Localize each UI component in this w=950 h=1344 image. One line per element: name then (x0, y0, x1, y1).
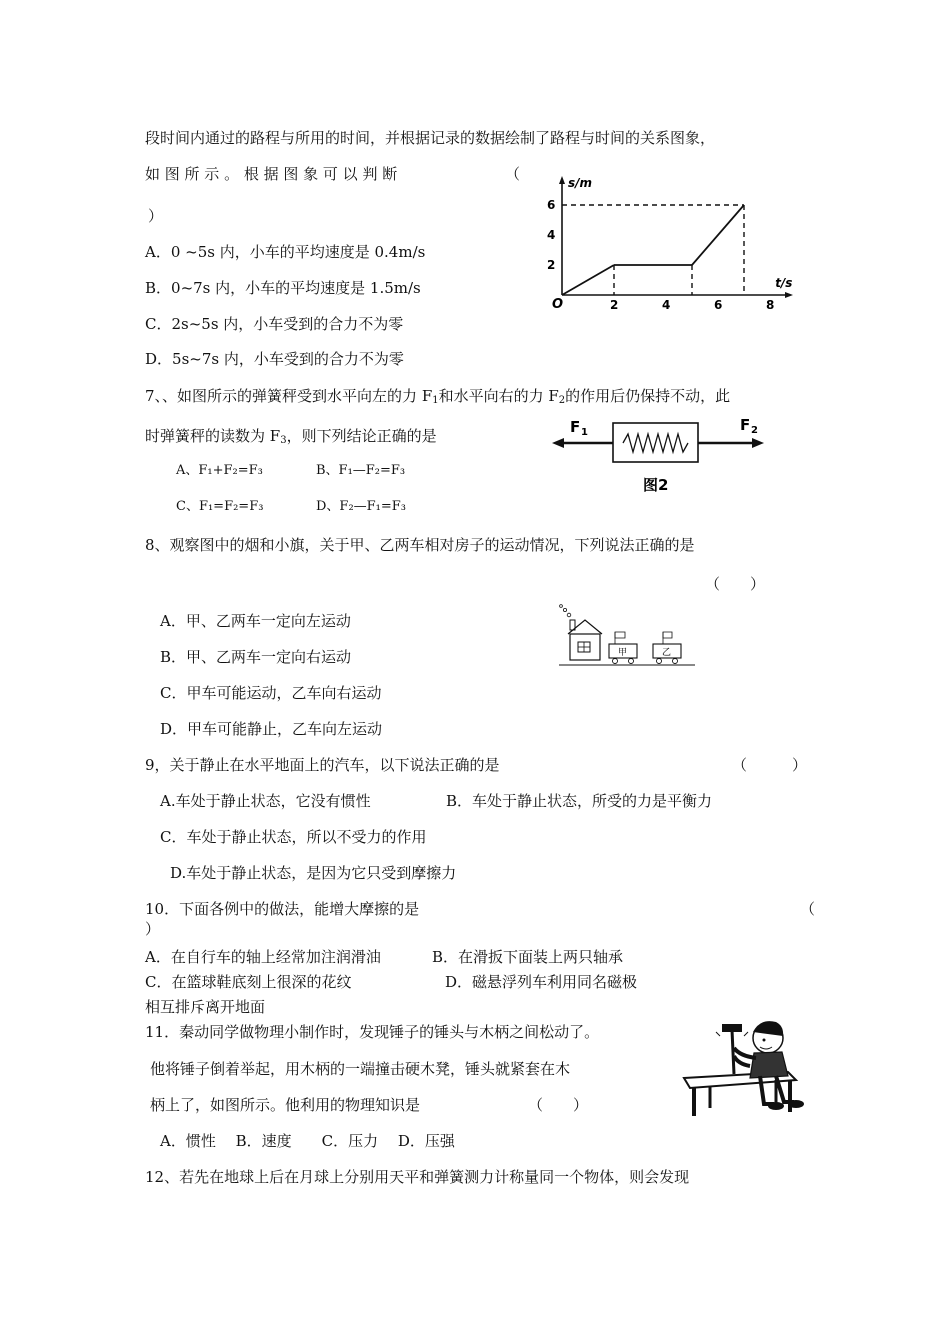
q10-option-a: A．在自行车的轴上经常加注润滑油 (145, 948, 381, 966)
boy-eye (763, 1039, 766, 1042)
q6-option-a: A．0 ~5s 内，小车的平均速度是 0.4m/s (145, 243, 426, 261)
f1-sub: 1 (581, 427, 588, 438)
q10-paren-close: ） (145, 920, 161, 938)
data-segment (692, 205, 744, 265)
boy-hair (753, 1021, 783, 1036)
y-axis-arrow (559, 176, 565, 184)
q9-option-d: D.车处于静止状态，是因为它只受到摩擦力 (170, 864, 457, 882)
figure-caption: 图2 (643, 476, 669, 494)
q8-option-c: C．甲车可能运动，乙车向右运动 (160, 684, 382, 702)
q7-text-a: 7、、如图所示的弹簧秤受到水平向左的力 F (145, 387, 433, 405)
q10-option-c: C．在篮球鞋底刻上很深的花纹 (145, 973, 352, 991)
q8-option-a: A．甲、乙两车一定向左运动 (160, 612, 351, 630)
q9-option-b: B．车处于静止状态，所受的力是平衡力 (446, 792, 713, 810)
q11-paren: （ ） (528, 1096, 589, 1114)
car1-wheel (613, 659, 618, 664)
q7-sub-1: 1 (432, 395, 439, 406)
boy-shoe (788, 1100, 804, 1108)
car2-flag (663, 632, 672, 638)
motion-line (744, 1032, 748, 1036)
q7-text-e: ，则下列结论正确的是 (286, 427, 437, 445)
q11-line-3: 柄上了，如图所示。他利用的物理知识是 (150, 1096, 421, 1114)
q11-options: A．惯性 B．速度 C．压力 D．压强 (160, 1132, 455, 1150)
smoke-puff (560, 605, 563, 608)
boy-arm (734, 1048, 756, 1058)
q11-line-2: 他将锤子倒着举起，用木柄的一端撞击硬木凳，锤头就紧套在木 (150, 1060, 571, 1078)
q9-option-a: A.车处于静止状态，它没有惯性 (160, 792, 371, 810)
q9-stem: 9，关于静止在水平地面上的汽车，以下说法正确的是 (145, 756, 500, 774)
car2-wheel (657, 659, 662, 664)
y-tick-label: 6 (547, 198, 556, 212)
smoke-puff (563, 608, 566, 611)
spring-coil (623, 434, 688, 452)
boy-leg (760, 1076, 774, 1104)
intro-line-2: 如 图 所 示 。 根 据 图 象 可 以 判 断 (145, 165, 398, 183)
f2-sub: 2 (751, 425, 758, 436)
data-segment (562, 265, 614, 295)
smoke-puff (567, 613, 571, 617)
q8-stem: 8、观察图中的烟和小旗，关于甲、乙两车相对房子的运动情况，下列说法正确的是 (145, 536, 695, 554)
x-axis-label: t/s (775, 276, 793, 290)
q10-stem: 10．下面各例中的做法，能增大摩擦的是 (145, 900, 420, 918)
motion-line (716, 1032, 720, 1036)
car1-flag (615, 632, 625, 638)
q9-paren: （ ） (732, 756, 808, 774)
q7-option-b: B、F₁—F₂=F₃ (316, 463, 406, 478)
x-axis-arrow (785, 292, 793, 298)
y-tick-label: 2 (547, 258, 556, 272)
intro-line-1: 段时间内通过的路程与所用的时间，并根据记录的数据绘制了路程与时间的关系图象， (145, 129, 716, 147)
q7-sub-2: 2 (558, 395, 566, 406)
x-tick-label: 4 (662, 298, 671, 312)
q10-option-d: D．磁悬浮列车利用同名磁极 (445, 973, 638, 991)
origin-label: O (552, 297, 564, 312)
q7-option-d: D、F₂—F₁=F₃ (316, 499, 407, 514)
q10-option-d-cont: 相互排斥离开地面 (145, 998, 266, 1016)
q6-option-c: C．2s~5s 内，小车受到的合力不为零 (145, 315, 404, 333)
house-cars-figure (555, 602, 700, 674)
q10-option-b: B．在滑扳下面装上两只轴承 (432, 948, 624, 966)
y-axis-label: s/m (568, 176, 593, 190)
boy-body (750, 1052, 788, 1078)
q12-stem: 12、若先在地球上后在月球上分别用天平和弹簧测力计称量同一个物体，则会发现 (145, 1168, 690, 1186)
car1-label: 甲 (618, 648, 628, 658)
right-arrow-head (752, 438, 764, 448)
q7-sub-3: 3 (280, 435, 287, 446)
q6-option-b: B．0~7s 内，小车的平均速度是 1.5m/s (145, 279, 421, 297)
q7-text-b: 和水平向右的力 F (438, 387, 559, 405)
q7-text-c: 的作用后仍保持不动，此 (565, 387, 731, 405)
q11-line-1: 11．秦动同学做物理小制作时，发现锤子的锤头与木柄之间松动了。 (145, 1023, 600, 1041)
q10-paren-open: （ (800, 900, 816, 918)
x-tick-label: 8 (766, 298, 775, 312)
house-roof (568, 620, 602, 634)
boy-hammer-illustration (680, 1016, 810, 1121)
q8-paren: （ ） (705, 575, 766, 593)
car1-wheel (629, 659, 634, 664)
boy-shoe (768, 1102, 784, 1110)
q7-stem-line-1 (145, 386, 730, 411)
q7-option-a: A、F₁+F₂=F₃ (176, 463, 263, 478)
distance-time-chart (540, 172, 800, 317)
q8-option-d: D．甲车可能静止，乙车向左运动 (160, 720, 383, 738)
q6-option-d: D．5s~7s 内，小车受到的合力不为零 (145, 350, 404, 368)
y-tick-label: 4 (547, 228, 556, 242)
car2-label: 乙 (662, 648, 672, 658)
hammer-handle (732, 1030, 734, 1074)
f2-label: F (740, 416, 751, 434)
q9-option-c: C．车处于静止状态，所以不受力的作用 (160, 828, 427, 846)
f1-label: F (570, 418, 581, 436)
q7-text-d: 时弹簧秤的读数为 F (145, 427, 281, 445)
x-tick-label: 6 (714, 298, 723, 312)
hammer-head (722, 1024, 742, 1032)
boy-mouth (760, 1047, 772, 1049)
intro-paren-open: （ (505, 165, 521, 183)
q7-option-c: C、F₁=F₂=F₃ (176, 499, 264, 514)
car2-wheel (673, 659, 678, 664)
q7-stem-line-2 (145, 426, 437, 451)
left-arrow-head (552, 438, 564, 448)
x-tick-label: 2 (610, 298, 619, 312)
q8-option-b: B．甲、乙两车一定向右运动 (160, 648, 352, 666)
spring-balance-figure (548, 410, 773, 500)
intro-paren-close: ） (148, 207, 164, 225)
